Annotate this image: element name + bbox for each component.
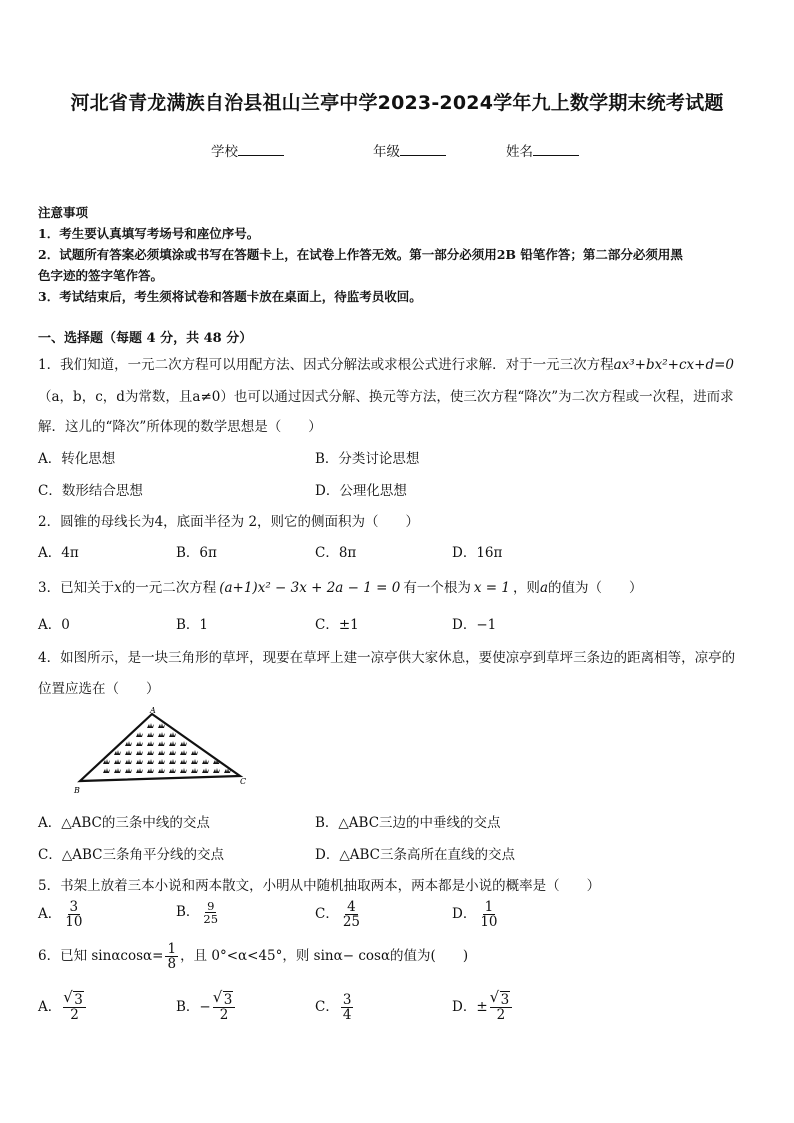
q5-option-c [315,900,364,929]
grade-label: 年级 [373,144,400,160]
grass-tuft [169,759,176,764]
vertex-a-label: A [150,706,156,715]
q3-equation: (a+1)x² − 3x + 2a − 1 = 0 [219,580,401,596]
q4-option-d: D．△ABC三条高所在直线的交点 [315,847,515,863]
name-field [506,140,579,160]
grass-tuft [147,723,154,728]
q1-option-b: B．分类讨论思想 [315,451,420,467]
grass-tuft [147,741,154,746]
grass-tuft [180,759,187,764]
note-item: 3．考试结束后，考生须将试卷和答题卡放在桌面上，待监考员收回。 [38,289,422,304]
fraction [165,942,178,971]
question-1-text: 1．我们知道，一元二次方程可以用配方法、因式分解法或求根公式进行求解．对于一元三次方程 [38,357,614,373]
grass-tuft [136,732,143,737]
grass-tuft [114,759,121,764]
grass-tuft [191,759,198,764]
q3-part: 的值为（ ） [548,580,643,596]
grass-tuft [180,750,187,755]
grass-tuft [136,750,143,755]
fraction [489,988,513,1024]
question-2-text: 2．圆锥的母线长为4，底面半径为 2，则它的侧面积为（ ） [38,514,420,530]
q3-root: x = 1 [473,580,510,596]
school-field [211,140,284,160]
grass-tuft [125,768,132,773]
radicand: 3 [223,992,233,1008]
grade-blank [400,143,446,156]
grass-tuft [114,768,121,773]
sqrt: √ 3 [489,988,510,1008]
question-4-line2: 位置应选在（ ） [38,681,160,697]
grade-field [373,140,446,160]
option-label: A． [38,999,62,1016]
q6-option-b [176,988,237,1024]
note-item: 色字迹的签字笔作答。 [38,268,164,283]
sqrt: √ 3 [212,988,233,1008]
denominator: 4 [342,1007,352,1024]
grass-tuft [202,768,209,773]
q3-part: 有一个根为 [403,580,471,596]
q3-option-b: B．1 [176,617,209,633]
sign: ± [476,999,488,1016]
triangle-lawn-figure [70,705,260,795]
grass-tuft [114,750,121,755]
denominator: 25 [203,912,219,927]
grass-tuft [191,768,198,773]
section-heading: 一、选择题（每题 4 分，共 48 分） [38,331,253,346]
q1-option-d: D．公理化思想 [315,483,407,499]
name-blank [533,143,579,156]
numerator: 1 [167,941,177,957]
option-label: B． [176,999,200,1016]
q4-option-c: C．△ABC三条角平分线的交点 [38,847,224,863]
notes-heading: 注意事项 [38,205,89,220]
fraction [201,900,220,925]
fraction [478,900,499,929]
q5-option-d [452,900,502,929]
grass-tuft [180,741,187,746]
q3-part: ，则 [512,580,540,596]
grass-tuft [158,732,165,737]
q3-option-d: D．−1 [452,617,497,633]
radicand: 3 [500,992,510,1008]
exam-title: 河北省青龙满族自治县祖山兰亭中学2023-2024学年九上数学期末统考试题 [70,92,724,114]
question-5-text: 5．书架上放着三本小说和两本散文，小明从中随机抽取两本，两本都是小说的概率是（ ） [38,878,601,894]
q4-option-b: B．△ABC三边的中垂线的交点 [315,815,501,831]
fraction [63,988,86,1024]
grass-tuft [169,741,176,746]
question-4-line1: 4．如图所示，是一块三角形的草坪，现要在草坪上建一凉亭供大家休息，要使凉亭到草坪三条边的距离相等，凉亭的 [38,650,736,666]
grass-tuft [136,759,143,764]
q1-option-a: A．转化思想 [38,451,116,467]
denominator: 2 [70,1007,79,1024]
grass-tuft [169,768,176,773]
q2-option-b: B．6π [176,545,217,561]
grass-tuft [213,768,220,773]
denominator: 25 [342,914,361,931]
fraction [341,993,354,1022]
grass-tuft [136,741,143,746]
cubic-equation: ax³+bx²+cx+d=0 [613,357,734,373]
q4-option-a: A．△ABC的三条中线的交点 [38,815,210,831]
question-6-text [38,942,468,971]
option-label: D． [452,999,477,1016]
grass-tuft [158,741,165,746]
grass-tuft [136,768,143,773]
q2-option-d: D．16π [452,545,503,561]
q6-option-a [38,988,88,1024]
q1-option-c: C．数形结合思想 [38,483,143,499]
grass-tuft [169,750,176,755]
note-item: 2．试题所有答案必须填涂或书写在答题卡上，在试卷上作答无效。第一部分必须用2B 铅笔作答；第二部分必须用黑 [38,247,683,262]
numerator: 4 [347,899,356,915]
q6-option-c [315,993,355,1022]
grass-tuft [103,768,110,773]
denominator: 2 [496,1007,506,1024]
question-1-line1 [38,353,734,373]
vertex-c-label: C [240,777,247,786]
numerator: 3 [69,899,79,915]
denominator: 8 [167,956,177,973]
q2-option-a: A．4π [38,545,79,561]
fraction [212,988,236,1024]
grass-tuft [158,768,165,773]
vertex-b-label: B [74,786,80,795]
grass-tuft [169,732,176,737]
name-label: 姓名 [506,144,533,160]
q6-option-d [452,988,514,1024]
q5-option-b [176,900,222,925]
grass-tuft [147,759,154,764]
q6-part: ，且 0°<α<45°，则 sinα− cosα的值为( ) [180,948,469,965]
numerator: 1 [484,899,494,915]
q3-part: 的一元二次方程 [121,580,217,596]
sign: − [199,999,211,1016]
grass-tuft [147,750,154,755]
q3-option-a: A．0 [38,617,70,633]
grass-tuft [125,741,132,746]
grass-pattern [103,723,231,773]
grass-tuft [125,750,132,755]
option-label: D． [452,906,477,923]
denominator: 10 [65,914,83,931]
question-3-text: 3．已知关于x的一元二次方程 (a+1)x² − 3x + 2a − 1 = 0 有一个根为 x = 1 ，则a的值为（ ） [38,580,643,596]
denominator: 2 [219,1007,229,1024]
question-1-line2: （a，b，c，d为常数，且a≠0）也可以通过因式分解、换元等方法，使三次方程“降次”为二次方程或一次程，进而求 [38,389,734,405]
q2-option-c: C．8π [315,545,357,561]
denominator: 10 [480,914,498,931]
q3-part: 3．已知关于 [38,580,115,596]
option-label: B． [176,904,200,921]
option-label: C． [315,999,339,1016]
option-label: A． [38,906,62,923]
question-1-line3: 解．这儿的“降次”所体现的数学思想是（ ） [38,419,322,435]
grass-tuft [125,759,132,764]
school-blank [238,143,284,156]
numerator: 9 [207,899,215,913]
school-label: 学校 [211,144,238,160]
q6-part: 6．已知 sinαcosα= [38,948,164,965]
q3-option-c: C．±1 [315,617,359,633]
grass-tuft [180,768,187,773]
grass-tuft [158,759,165,764]
numerator: 3 [342,992,352,1008]
grass-tuft [191,750,198,755]
grass-tuft [158,750,165,755]
sqrt: √ 3 [63,988,83,1008]
note-item: 1．考生要认真填写考场号和座位序号。 [38,226,260,241]
grass-tuft [147,732,154,737]
radicand: 3 [74,992,83,1008]
fraction [63,900,84,929]
grass-tuft [147,768,154,773]
grass-tuft [202,759,209,764]
fraction [341,900,362,929]
q5-option-a [38,900,86,929]
option-label: C． [315,906,339,923]
